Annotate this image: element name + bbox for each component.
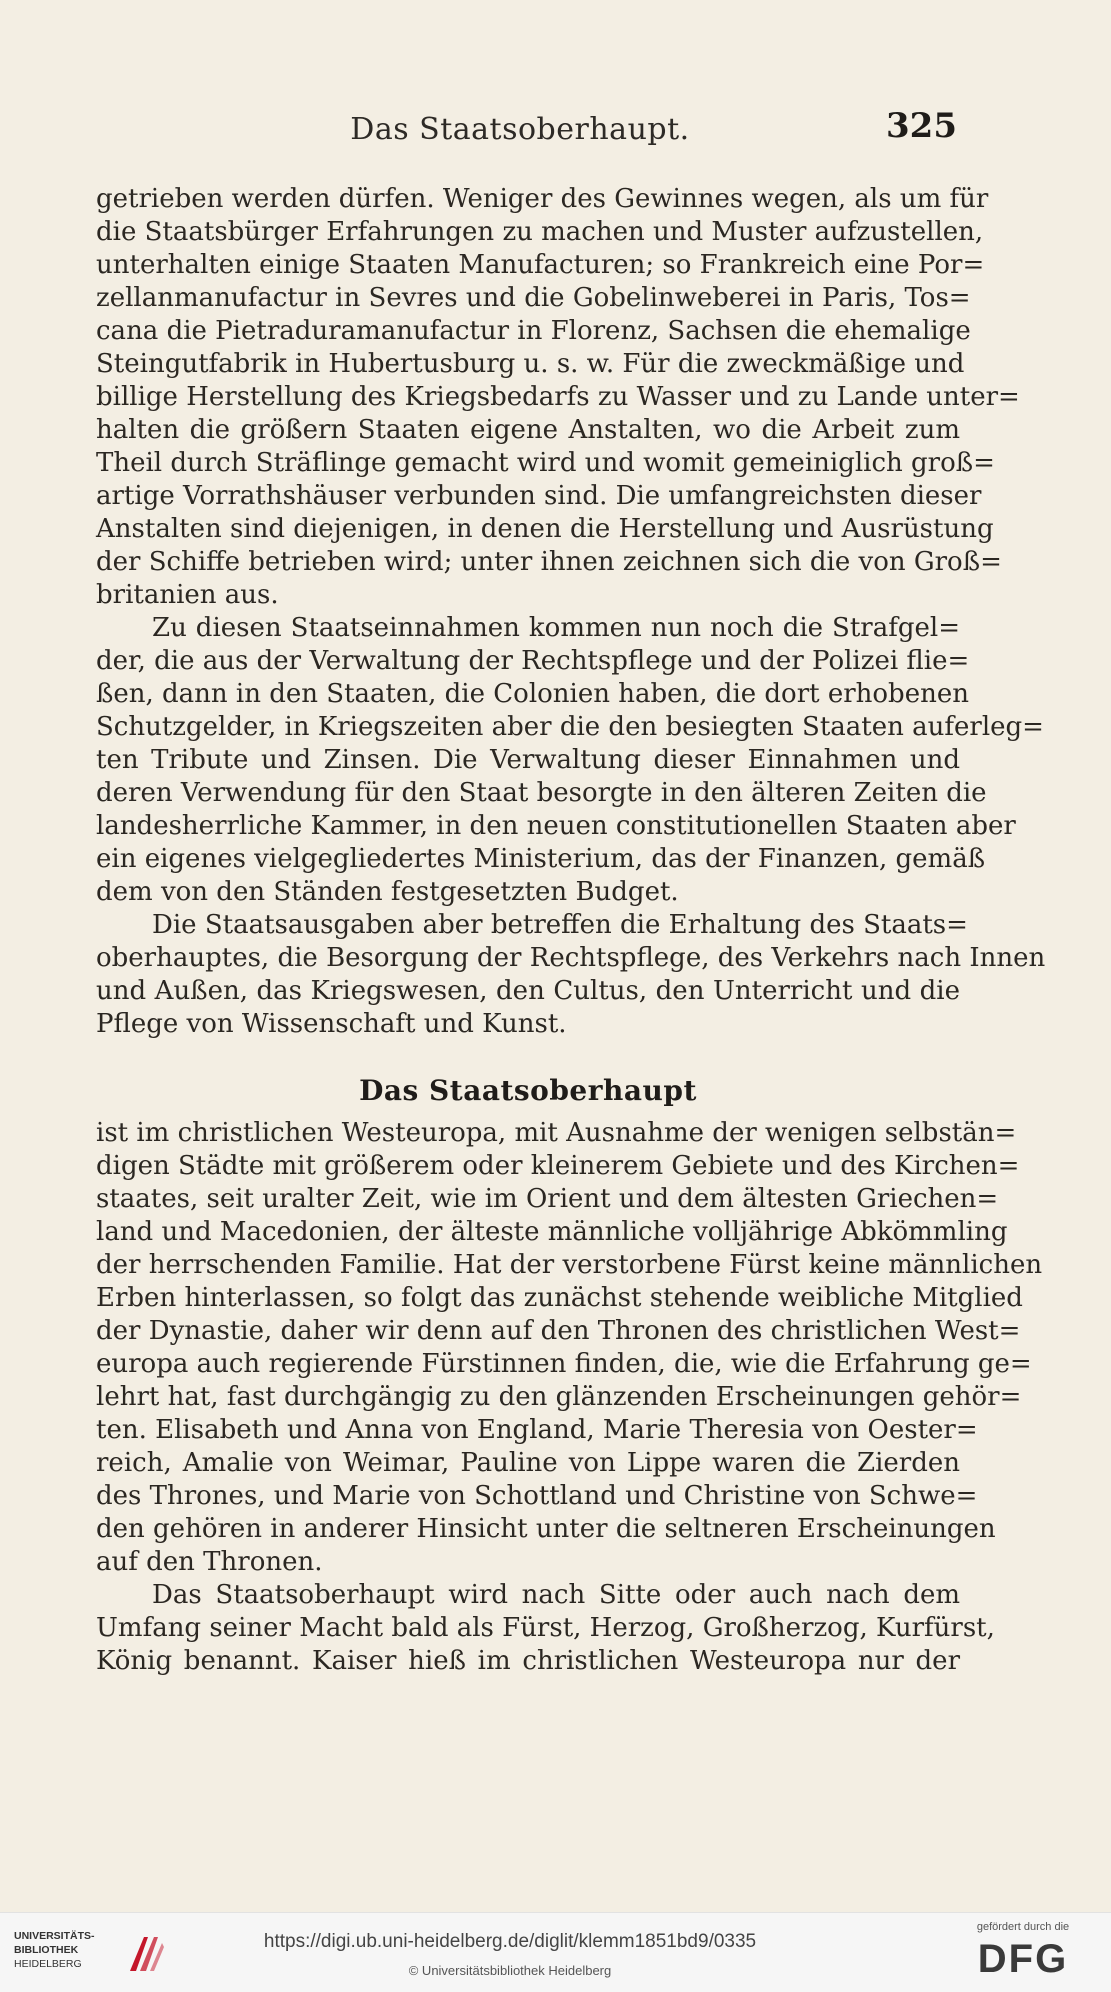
text-line: Erben hinterlassen, so folgt das zunächst stehende weibliche Mitglied bbox=[96, 1283, 1023, 1313]
text-line: lehrt hat, fast durchgängig zu den glänzenden Erscheinungen gehör= bbox=[96, 1382, 1022, 1412]
library-name-line: HEIDELBERG bbox=[14, 1958, 82, 1970]
paragraph-5 bbox=[96, 1579, 995, 1678]
section-heading: Das Staatsoberhaupt bbox=[359, 1074, 697, 1107]
text-line: Die Staatsausgaben aber betreffen die Erhaltung des Staats= bbox=[152, 910, 968, 940]
text-line: Steingutfabrik in Hubertusburg u. s. w. Für die zweckmäßige und bbox=[96, 349, 965, 379]
paragraph-1 bbox=[96, 183, 1020, 612]
text-line: digen Städte mit größerem oder kleinerem Gebiete und des Kirchen= bbox=[96, 1151, 1020, 1181]
text-line: König benannt. Kaiser hieß im christlichen Westeuropa nur der bbox=[96, 1646, 960, 1676]
text-line: Das Staatsoberhaupt wird nach Sitte oder auch nach dem bbox=[152, 1580, 960, 1610]
text-line: ein eigenes vielgegliedertes Ministerium, das der Finanzen, gemäß bbox=[96, 844, 986, 874]
section-heading-block bbox=[96, 1068, 960, 1114]
text-line: staates, seit uralter Zeit, wie im Orient und dem ältesten Griechen= bbox=[96, 1184, 999, 1214]
library-name bbox=[14, 1929, 124, 1971]
text-line: landesherrliche Kammer, in den neuen constitutionellen Staaten aber bbox=[96, 811, 1016, 841]
text-line: ten. Elisabeth und Anna von England, Marie Theresia von Oester= bbox=[96, 1415, 978, 1445]
text-line: Zu diesen Staatseinnahmen kommen nun noch die Strafgel= bbox=[152, 613, 960, 643]
library-name-line: BIBLIOTHEK bbox=[14, 1944, 79, 1956]
text-line: europa auch regierende Fürstinnen finden, die, wie die Erfahrung ge= bbox=[96, 1349, 1032, 1379]
dfg-logo-icon[interactable]: DFG bbox=[977, 1937, 1069, 1981]
text-line: Pflege von Wissenschaft und Kunst. bbox=[96, 1009, 567, 1039]
text-line: der, die aus der Verwaltung der Rechtspflege und der Polizei flie= bbox=[96, 646, 970, 676]
permalink-url[interactable]: https://digi.ub.uni-heidelberg.de/diglit/klemm1851bd9/0335 bbox=[263, 1931, 757, 1952]
text-line: getrieben werden dürfen. Weniger des Gewinnes wegen, als um für bbox=[96, 184, 989, 214]
text-line: der herrschenden Familie. Hat der verstorbene Fürst keine männlichen bbox=[96, 1250, 1043, 1280]
text-line: Theil durch Sträflinge gemacht wird und womit gemeiniglich groß= bbox=[96, 448, 995, 478]
text-line: die Staatsbürger Erfahrungen zu machen und Muster aufzustellen, bbox=[96, 217, 984, 247]
funder-note: gefördert durch die bbox=[976, 1921, 1070, 1933]
footer-bar bbox=[0, 1912, 1111, 1992]
text-line: deren Verwendung für den Staat besorgte in den älteren Zeiten die bbox=[96, 778, 987, 808]
text-line: Umfang seiner Macht bald als Fürst, Herzog, Großherzog, Kurfürst, bbox=[96, 1613, 995, 1643]
text-line: land und Macedonien, der älteste männliche volljährige Abkömmling bbox=[96, 1217, 1008, 1247]
text-line: auf den Thronen. bbox=[96, 1547, 323, 1577]
text-line: ßen, dann in den Staaten, die Colonien haben, die dort erhobenen bbox=[96, 679, 969, 709]
text-line: der Schiffe betrieben wird; unter ihnen zeichnen sich die von Groß= bbox=[96, 547, 1002, 577]
text-line: unterhalten einige Staaten Manufacturen; so Frankreich eine Por= bbox=[96, 250, 985, 280]
running-title: Das Staatsoberhaupt. bbox=[350, 112, 690, 147]
text-line: halten die größern Staaten eigene Anstalten, wo die Arbeit zum bbox=[96, 415, 960, 445]
page-header bbox=[0, 104, 1111, 152]
text-line: cana die Pietraduramanufactur in Florenz, Sachsen die ehemalige bbox=[96, 316, 971, 346]
text-line: ist im christlichen Westeuropa, mit Ausnahme der wenigen selbstän= bbox=[96, 1118, 1017, 1148]
library-logo[interactable] bbox=[14, 1929, 164, 1979]
text-line: der Dynastie, daher wir denn auf den Thronen des christlichen West= bbox=[96, 1316, 1021, 1346]
text-line: des Thrones, und Marie von Schottland und Christine von Schwe= bbox=[96, 1481, 978, 1511]
text-line: Schutzgelder, in Kriegszeiten aber die den besiegten Staaten auferleg= bbox=[96, 712, 1044, 742]
text-line: den gehören in anderer Hinsicht unter die seltneren Erscheinungen bbox=[96, 1514, 996, 1544]
library-name-line: UNIVERSITÄTS- bbox=[14, 1930, 95, 1942]
paragraph-4 bbox=[96, 1117, 1043, 1579]
paragraph-3 bbox=[96, 909, 1046, 1041]
text-line: oberhauptes, die Besorgung der Rechtspflege, des Verkehrs nach Innen bbox=[96, 943, 1046, 973]
paragraph-2 bbox=[96, 612, 1044, 909]
text-line: Anstalten sind diejenigen, in denen die Herstellung und Ausrüstung bbox=[96, 514, 994, 544]
text-line: billige Herstellung des Kriegsbedarfs zu Wasser und zu Lande unter= bbox=[96, 382, 1020, 412]
text-line: zellanmanufactur in Sevres und die Gobelinweberei in Paris, Tos= bbox=[96, 283, 971, 313]
text-line: britanien aus. bbox=[96, 580, 279, 610]
text-line: ten Tribute und Zinsen. Die Verwaltung dieser Einnahmen und bbox=[96, 745, 960, 775]
text-line: dem von den Ständen festgesetzten Budget. bbox=[96, 877, 679, 907]
text-line: artige Vorrathshäuser verbunden sind. Die umfangreichsten dieser bbox=[96, 481, 982, 511]
ub-heidelberg-logo-icon bbox=[126, 1933, 166, 1975]
page-number: 325 bbox=[886, 106, 957, 146]
text-line: reich, Amalie von Weimar, Pauline von Lippe waren die Zierden bbox=[96, 1448, 960, 1478]
copyright-notice: © Universitätsbibliothek Heidelberg bbox=[408, 1963, 612, 1978]
text-line: und Außen, das Kriegswesen, den Cultus, den Unterricht und die bbox=[96, 976, 960, 1006]
